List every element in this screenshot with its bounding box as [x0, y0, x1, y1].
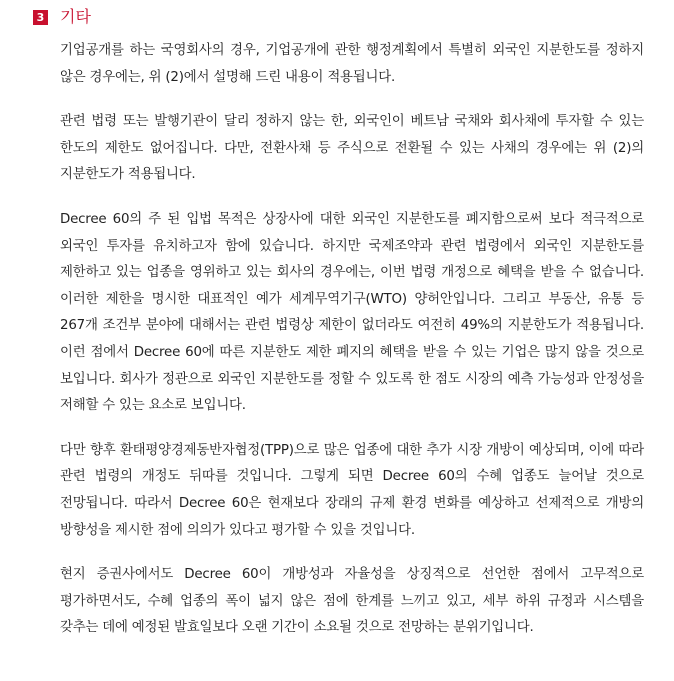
paragraph-bond-investment-limits: 관련 법령 또는 발행기관이 달리 정하지 않는 한, 외국인이 베트남 국채와 회사채에 투자할 수 있는 한도의 제한도 없어집니다. 다만, 전환사채 등 주식으로 전환될 수 있는 사채의 경우에는 위 (2)의 지분한도가 적용됩니다.: [60, 114, 644, 183]
paragraph-decree-60-purpose: Decree 60의 주 된 입법 목적은 상장사에 대한 외국인 지분한도를 폐지함으로써 보다 적극적으로 외국인 투자를 유치하고자 함에 있습니다. 하지만 국제조약과 관련 법령에서 외국인 지분한도를 제한하고 있는 업종을 영위하고 있는 회사의 경우에는, 이번 법령 개정으로 혜택을 받을 수 없습니다. 이러한 제한을 명시한 대표적인 예가 세계무역기구(WTO) 양허안입니다. 그리고 부동산, 유통 등 267개 조건부 분야에 대해서는 관련 법령상 제한이 없더라도 여전히 49%의 지분한도가 적용됩니다. 이런 점에서 Decree 60에 따른 지분한도 제한 폐지의 혜택을 받을 수 있는 기업은 많지 않을 것으로 보입니다. 회사가 정관으로 외국인 지분한도를 정할 수 있도록 한 점도 시장의 예측 가능성과 안정성을 저해할 수 있는 요소로 보입니다.: [60, 211, 644, 414]
section-title: 기타: [60, 7, 91, 26]
paragraph-local-securities-view: 현지 증권사에서도 Decree 60이 개방성과 자율성을 상징적으로 선언한 점에서 고무적으로 평가하면서도, 수혜 업종의 폭이 넓지 않은 점에 한계를 느끼고 있고, 세부 하위 규정과 시스템을 갖추는 데에 예정된 발효일보다 오랜 기간이 소요될 것으로 전망하는 분위기입니다.: [60, 567, 644, 636]
paragraph-ipo-state-companies: 기업공개를 하는 국영회사의 경우, 기업공개에 관한 행정계획에서 특별히 외국인 지분한도를 정하지 않은 경우에는, 위 (2)에서 설명해 드린 내용이 적용됩니다.: [60, 43, 644, 85]
section-header: [33, 6, 91, 28]
document-body: [60, 38, 644, 660]
section-number-badge: 3: [33, 10, 48, 25]
paragraph-tpp-outlook: 다만 향후 환태평양경제동반자협정(TPP)으로 많은 업종에 대한 추가 시장 개방이 예상되며, 이에 따라 관련 법령의 개정도 뒤따를 것입니다. 그렇게 되면 Decree 60의 수혜 업종도 늘어날 것으로 전망됩니다. 따라서 Decree 60은 현재보다 장래의 규제 환경 변화를 예상하고 선제적으로 개방의 방향성을 제시한 점에 의의가 있다고 평가할 수 있을 것입니다.: [60, 442, 644, 538]
